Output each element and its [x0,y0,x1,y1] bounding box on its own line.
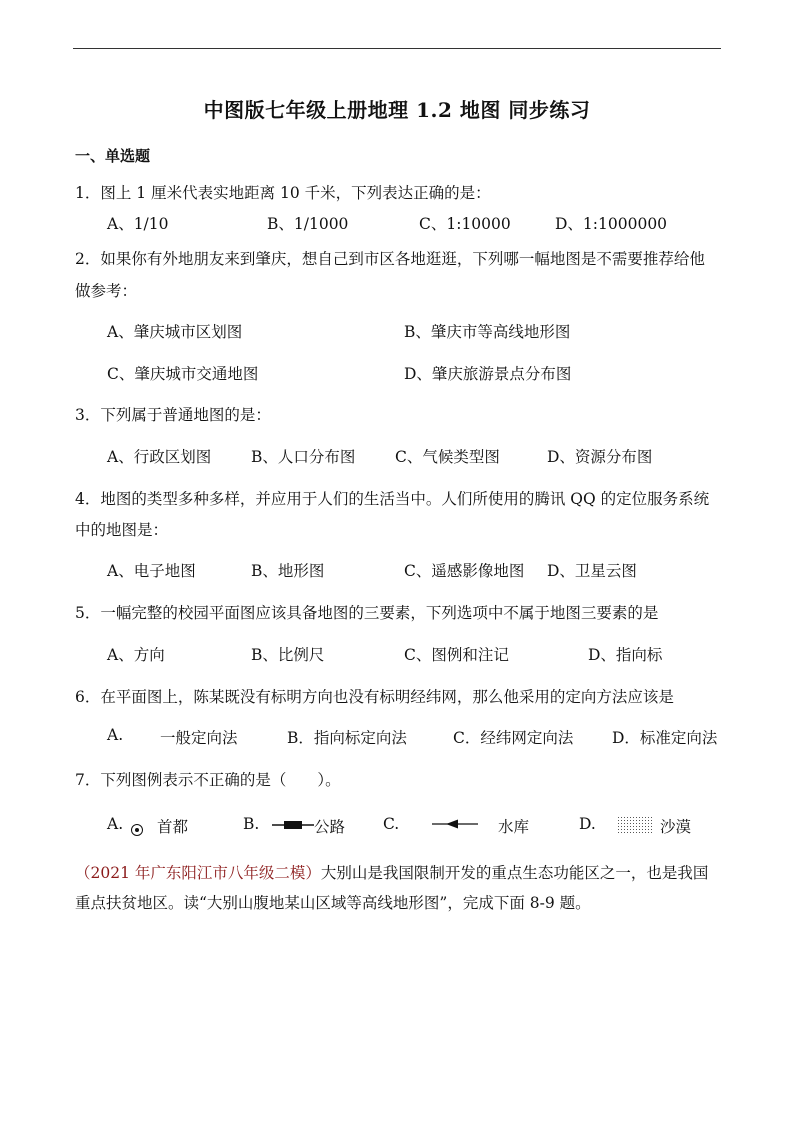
capital-symbol-icon [131,819,145,838]
q6-option-b: B．指向标定向法 [287,729,407,747]
question-3-stem: 3．下列属于普通地图的是： [75,406,271,424]
q6-option-c: C．经纬网定向法 [453,729,574,747]
q5-option-b: B、比例尺 [251,646,325,664]
question-2-stem-line2: 做参考： [75,282,138,300]
q2-option-b: B、肇庆市等高线地形图 [404,323,571,341]
desert-dots-symbol-icon [617,816,653,834]
passage-source: （2021 年广东阳江市八年级二模） [75,864,321,882]
reservoir-arrow-symbol-icon [432,818,478,830]
q3-option-a: A、行政区划图 [107,448,212,466]
q2-option-a: A、肇庆城市区划图 [107,323,243,341]
q1-option-d: D、1:1000000 [555,215,668,233]
q6-option-d: D．标准定向法 [612,729,718,747]
question-7-stem: 7．下列图例表示不正确的是（ ）。 [75,771,341,789]
q4-option-d: D、卫星云图 [547,562,637,580]
question-1-stem: 1．图上 1 厘米代表实地距离 10 千米，下列表达正确的是： [75,184,491,202]
q2-option-c: C、肇庆城市交通地图 [107,365,259,383]
q7-option-b-label: 公路 [314,818,346,836]
q2-option-d: D、肇庆旅游景点分布图 [404,365,572,383]
question-4-stem-line1: 4．地图的类型多种多样，并应用于人们的生活当中。人们所使用的腾讯 QQ 的定位服务系统 [75,490,710,508]
q6-option-a: 一般定向法 [160,729,238,747]
q3-option-b: B、人口分布图 [251,448,356,466]
q4-option-b: B、地形图 [251,562,325,580]
q4-option-a: A、电子地图 [107,562,196,580]
q7-option-d-letter: D. [579,815,596,833]
q4-option-c: C、遥感影像地图 [404,562,525,580]
section-heading: 一、单选题 [75,147,151,165]
q7-option-b-letter: B. [243,815,260,833]
q6-option-a-letter: A. [107,726,124,744]
q5-option-c: C、图例和注记 [404,646,509,664]
q7-option-a-letter: A. [107,815,124,833]
highway-symbol-icon [272,819,314,831]
q1-option-a: A、1/10 [107,215,169,233]
question-5-stem: 5．一幅完整的校园平面图应该具备地图的三要素，下列选项中不属于地图三要素的是 [75,604,659,622]
q7-option-c-label: 水库 [498,818,530,836]
question-2-stem-line1: 2．如果你有外地朋友来到肇庆，想自己到市区各地逛逛，下列哪一幅地图是不需要推荐给他 [75,250,705,268]
header-rule [73,48,721,49]
passage-text-line2: 重点扶贫地区。读“大别山腹地某山区域等高线地形图”，完成下面 8-9 题。 [75,894,591,912]
q5-option-d: D、指向标 [588,646,663,664]
q7-option-a-label: 首都 [157,818,189,836]
q1-option-b: B、1/1000 [267,215,349,233]
q7-option-c-letter: C. [383,815,400,833]
question-6-stem: 6．在平面图上，陈某既没有标明方向也没有标明经纬网，那么他采用的定向方法应该是 [75,688,674,706]
q7-option-d-label: 沙漠 [660,818,692,836]
question-4-stem-line2: 中的地图是： [75,521,169,539]
page-title: 中图版七年级上册地理 1.2 地图 同步练习 [203,98,591,122]
q5-option-a: A、方向 [107,646,165,664]
passage-text-line1: 大别山是我国限制开发的重点生态功能区之一，也是我国 [320,864,709,882]
q3-option-d: D、资源分布图 [547,448,653,466]
passage-line1 [75,861,708,883]
q1-option-c: C、1:10000 [419,215,511,233]
q3-option-c: C、气候类型图 [395,448,500,466]
